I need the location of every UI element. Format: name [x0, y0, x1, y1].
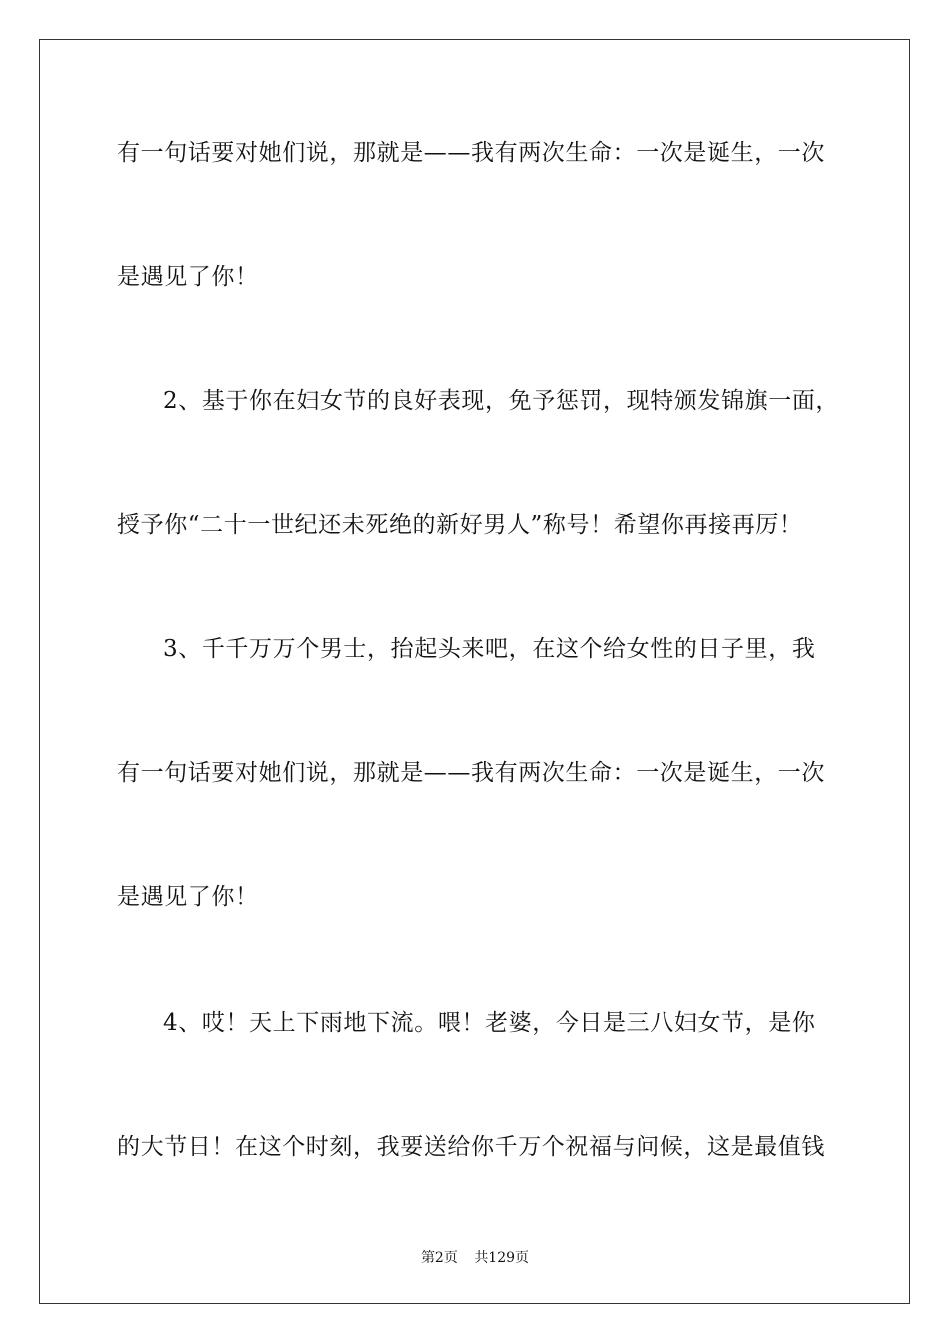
text-line: 授予你“二十一世纪还未死绝的新好男人”称号！希望你再接再厉！ — [117, 512, 803, 538]
page-frame — [39, 39, 910, 1304]
text-line: 有一句话要对她们说，那就是——我有两次生命：一次是诞生，一次 — [117, 760, 825, 786]
paragraph-2-start: 2、基于你在妇女节的良好表现，免予惩罚，现特颁发锦旗一面， — [163, 388, 840, 414]
page-number: 第2页 — [420, 1250, 458, 1266]
paragraph-3-start: 3、千千万万个男士，抬起头来吧，在这个给女性的日子里，我 — [163, 636, 816, 662]
text-line: 有一句话要对她们说，那就是——我有两次生命：一次是诞生，一次 — [117, 140, 825, 166]
page-footer — [0, 1248, 950, 1268]
text-line: 是遇见了你！ — [117, 884, 259, 910]
text-line: 的大节日！在这个时刻，我要送给你千万个祝福与问候，这是最值钱 — [117, 1134, 825, 1160]
page-total: 共129页 — [474, 1250, 530, 1266]
text-line: 是遇见了你！ — [117, 264, 259, 290]
paragraph-4-start: 4、哎！天上下雨地下流。喂！老婆，今日是三八妇女节，是你 — [163, 1010, 816, 1036]
